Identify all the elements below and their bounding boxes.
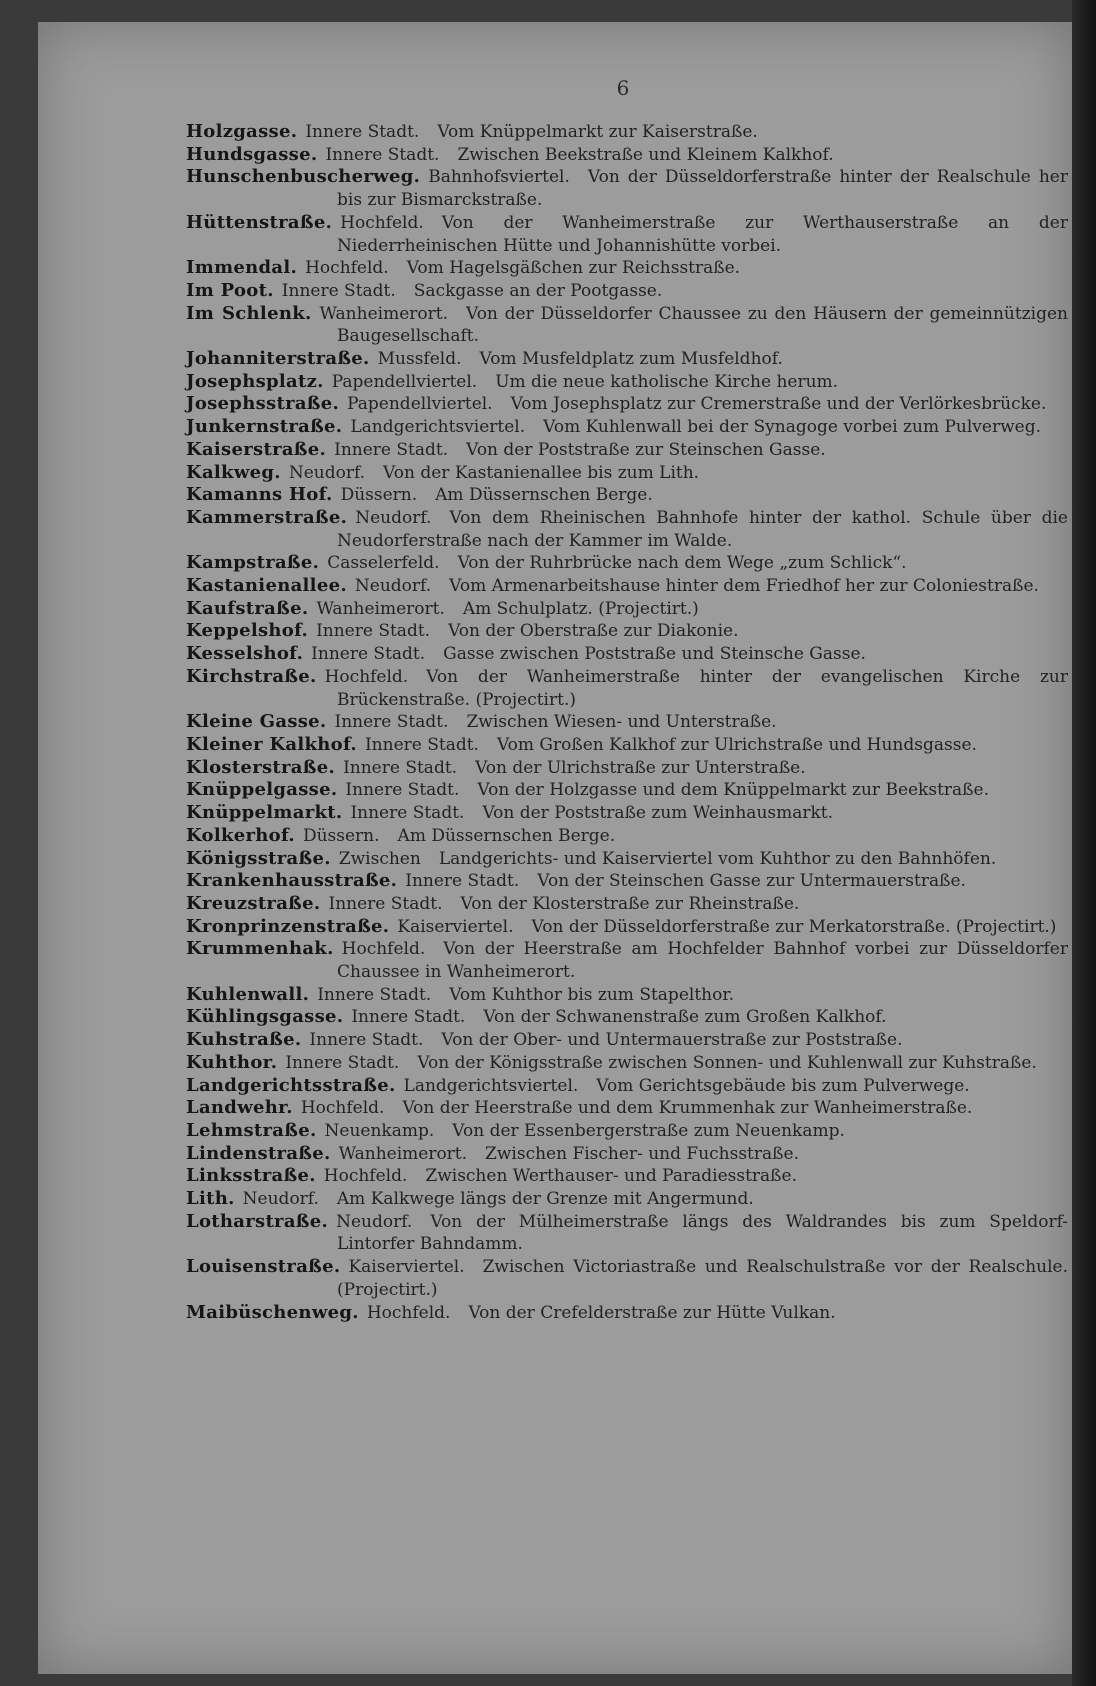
street-entry [186, 984, 1068, 1007]
street-description: Von der Ruhrbrücke nach dem Wege „zum Schlick“. [457, 553, 907, 574]
street-name: Kaufstraße. [186, 597, 309, 619]
street-description: Vom Kuhthor bis zum Stapelthor. [449, 984, 734, 1005]
street-district: Neudorf. [354, 576, 432, 597]
street-name: Kleiner Kalkhof. [186, 733, 357, 755]
street-name: Kuhthor. [186, 1051, 278, 1073]
street-entry [186, 666, 1068, 711]
street-entry [186, 1211, 1068, 1256]
street-entry [186, 802, 1068, 825]
street-district: Innere Stadt. [328, 893, 443, 914]
street-entry [186, 938, 1068, 983]
street-district: Wanheimerort. [319, 303, 448, 324]
street-district: Neudorf. [355, 507, 432, 528]
street-name: Lindenstraße. [186, 1142, 331, 1164]
street-district: Innere Stadt. [316, 621, 431, 642]
street-description: Zwischen Victoriastraße und Realschulstraße vor der Realschule. (Projectirt.) [337, 1257, 1068, 1300]
street-description: Vom Hagelsgäßchen zur Reichsstraße. [406, 258, 741, 279]
street-entry [186, 507, 1068, 552]
street-entry [186, 484, 1068, 507]
street-name: Klosterstraße. [186, 756, 336, 778]
street-district: Innere Stadt. [317, 984, 432, 1005]
street-directory-list [186, 121, 1068, 1324]
street-district: Bahnhofsviertel. [428, 167, 570, 188]
street-name: Holzgasse. [186, 121, 298, 142]
street-description: Von der Oberstraße zur Diakonie. [448, 621, 739, 642]
street-district: Innere Stadt. [334, 712, 449, 733]
street-description: Von der Kastanienallee bis zum Lith. [383, 462, 700, 483]
street-district: Innere Stadt. [281, 280, 396, 301]
street-entry [186, 916, 1068, 939]
street-district: Innere Stadt. [309, 1030, 424, 1051]
street-name: Knüppelmarkt. [186, 802, 343, 824]
street-entry [186, 552, 1068, 575]
street-description: Vom Josephsplatz zur Cremerstraße und der Verlörkesbrücke. [510, 394, 1047, 415]
street-district: Hochfeld. [340, 212, 424, 233]
street-name: Landwehr. [186, 1097, 293, 1119]
street-description: Von der Mülheimerstraße längs des Waldrandes bis zum Speldorf-Lintorfer Bahndamm. [337, 1211, 1068, 1255]
street-description: Von der Düsseldorfer Chaussee zu den Häusern der gemeinnützigen Baugesellschaft. [337, 303, 1068, 347]
street-district: Innere Stadt. [334, 439, 449, 460]
street-district: Zwischen [338, 848, 421, 869]
street-description: Von der Ober- und Untermauerstraße zur Poststraße. [441, 1030, 903, 1051]
street-name: Im Schlenk. [186, 302, 312, 324]
street-entry [186, 280, 1068, 303]
street-district: Kaiserviertel. [397, 916, 514, 937]
street-entry [186, 1097, 1068, 1120]
street-entry [186, 212, 1068, 257]
street-district: Hochfeld. [366, 1302, 451, 1323]
street-name: Kampstraße. [186, 552, 320, 574]
street-description: Von der Poststraße zum Weinhausmarkt. [482, 803, 834, 824]
street-name: Hunschenbuscherweg. [186, 166, 421, 188]
street-description: Vom Kuhlenwall bei der Synagoge vorbei zum Pulverweg. [543, 417, 1041, 438]
street-description: Um die neue katholische Kirche herum. [495, 371, 839, 392]
street-entry [186, 893, 1068, 916]
street-entry [186, 1165, 1068, 1188]
street-entry [186, 575, 1068, 598]
street-name: Maibüschenweg. [186, 1301, 359, 1323]
street-description: Gasse zwischen Poststraße und Steinsche Gasse. [443, 644, 866, 665]
street-name: Kamanns Hof. [186, 484, 333, 506]
street-name: Kammerstraße. [186, 506, 348, 528]
street-entry [186, 1006, 1068, 1029]
street-description: Von der Steinschen Gasse zur Untermauerstraße. [537, 871, 966, 892]
street-name: Kronprinzenstraße. [186, 915, 390, 937]
street-description: Von der Crefelderstraße zur Hütte Vulkan. [468, 1302, 836, 1323]
street-district: Papendellviertel. [331, 371, 478, 392]
street-district: Hochfeld. [324, 666, 409, 687]
street-entry [186, 371, 1068, 394]
street-name: Kleine Gasse. [186, 711, 327, 733]
street-description: Zwischen Beekstraße und Kleinem Kalkhof. [457, 144, 834, 165]
street-name: Linksstraße. [186, 1165, 316, 1187]
street-name: Hüttenstraße. [186, 211, 333, 233]
street-district: Düssern. [302, 825, 380, 846]
street-entry [186, 711, 1068, 734]
street-district: Neudorf. [242, 1189, 319, 1210]
street-name: Lehmstraße. [186, 1119, 317, 1141]
street-district: Innere Stadt. [285, 1052, 400, 1073]
street-description: Vom Armenarbeitshause hinter dem Friedhof her zur Coloniestraße. [449, 576, 1039, 597]
street-description: Am Kalkwege längs der Grenze mit Angermund. [336, 1189, 754, 1210]
street-entry [186, 1029, 1068, 1052]
street-district: Innere Stadt. [364, 734, 479, 755]
street-entry [186, 779, 1068, 802]
street-entry [186, 348, 1068, 371]
street-name: Louisenstraße. [186, 1256, 341, 1278]
street-district: Innere Stadt. [350, 803, 465, 824]
street-description: Am Schulplatz. (Projectirt.) [462, 598, 699, 619]
street-description: Vom Musfeldplatz zum Musfeldhof. [479, 349, 783, 370]
street-description: Von der Wanheimerstraße zur Werthauserstraße an der Niederrheinischen Hütte und Johannishütte vorbei. [337, 212, 1068, 256]
street-description: Von der Wanheimerstraße hinter der evangelischen Kirche zur Brückenstraße. (Projectirt.) [337, 666, 1068, 710]
street-name: Kastanienallee. [186, 575, 347, 597]
street-district: Hochfeld. [341, 939, 426, 960]
street-description: Am Düssernschen Berge. [397, 825, 616, 846]
street-district: Landgerichtsviertel. [403, 1075, 579, 1096]
street-description: Von dem Rheinischen Bahnhofe hinter der kathol. Schule über die Neudorferstraße nach der Kammer im Walde. [337, 507, 1068, 551]
street-district: Wanheimerort. [338, 1143, 468, 1164]
page-edge-shadow [1072, 0, 1096, 1686]
street-name: Kuhlenwall. [186, 983, 310, 1005]
street-entry [186, 1120, 1068, 1143]
street-entry [186, 439, 1068, 462]
street-district: Neudorf. [288, 462, 366, 483]
street-name: Josephsplatz. [186, 370, 324, 392]
street-description: Von der Poststraße zur Steinschen Gasse. [466, 439, 826, 460]
street-entry [186, 1256, 1068, 1301]
street-name: Josephsstraße. [186, 393, 340, 415]
street-description: Von der Königsstraße zwischen Sonnen- und Kuhlenwall zur Kuhstraße. [417, 1052, 1037, 1073]
street-name: Keppelshof. [186, 620, 309, 642]
street-district: Innere Stadt. [345, 780, 460, 801]
street-description: Von der Heerstraße und dem Krummenhak zur Wanheimerstraße. [402, 1098, 973, 1119]
street-district: Wanheimerort. [316, 598, 445, 619]
street-district: Innere Stadt. [351, 1007, 466, 1028]
street-name: Immendal. [186, 257, 298, 279]
street-description: Vom Gerichtsgebäude bis zum Pulverwege. [596, 1075, 970, 1096]
street-entry [186, 620, 1068, 643]
street-description: Von der Heerstraße am Hochfelder Bahnhof vorbei zur Düsseldorfer Chaussee in Wanheimerort. [337, 939, 1068, 983]
street-district: Landgerichtsviertel. [350, 417, 526, 438]
street-name: Im Poot. [186, 279, 274, 301]
street-name: Krankenhausstraße. [186, 870, 398, 892]
street-description: Von der Klosterstraße zur Rheinstraße. [460, 893, 800, 914]
street-description: Sackgasse an der Pootgasse. [413, 280, 663, 301]
page-number: 6 [616, 76, 630, 100]
street-description: Zwischen Wiesen- und Unterstraße. [466, 712, 777, 733]
street-description: Von der Schwanenstraße zum Großen Kalkhof. [483, 1007, 887, 1028]
street-name: Hundsgasse. [186, 143, 318, 165]
street-description: Von der Essenbergerstraße zum Neuenkamp. [452, 1120, 845, 1141]
street-description: Von der Düsseldorferstraße hinter der Realschule her bis zur Bismarckstraße. [337, 167, 1068, 211]
street-entry [186, 121, 1068, 144]
street-district: Innere Stadt. [343, 757, 458, 778]
street-district: Kaiserviertel. [348, 1257, 465, 1278]
street-name: Krummenhak. [186, 938, 334, 960]
street-name: Knüppelgasse. [186, 779, 338, 801]
street-entry [186, 462, 1068, 485]
street-description: Zwischen Werthauser- und Paradiesstraße. [425, 1166, 797, 1187]
street-entry [186, 416, 1068, 439]
street-entry [186, 166, 1068, 211]
street-district: Papendellviertel. [347, 394, 493, 415]
street-entry [186, 1075, 1068, 1098]
street-entry [186, 257, 1068, 280]
street-name: Kalkweg. [186, 461, 281, 483]
street-description: Von der Ulrichstraße zur Unterstraße. [475, 757, 806, 778]
street-district: Innere Stadt. [325, 144, 440, 165]
street-name: Landgerichtsstraße. [186, 1074, 396, 1096]
street-entry [186, 848, 1068, 871]
street-entry [186, 757, 1068, 780]
street-entry [186, 598, 1068, 621]
street-entry [186, 870, 1068, 893]
street-name: Kolkerhof. [186, 824, 295, 846]
street-name: Lith. [186, 1188, 235, 1210]
street-name: Kühlingsgasse. [186, 1006, 344, 1028]
street-entry [186, 303, 1068, 348]
street-description: Am Düssernschen Berge. [435, 485, 653, 506]
street-district: Innere Stadt. [311, 644, 426, 665]
street-entry [186, 825, 1068, 848]
street-entry [186, 144, 1068, 167]
street-description: Vom Knüppelmarkt zur Kaiserstraße. [437, 122, 758, 142]
street-name: Kesselshof. [186, 643, 304, 665]
street-entry [186, 1302, 1068, 1325]
street-district: Hochfeld. [300, 1098, 385, 1119]
street-name: Königsstraße. [186, 847, 331, 869]
street-district: Innere Stadt. [405, 871, 520, 892]
street-name: Kirchstraße. [186, 665, 317, 687]
street-district: Innere Stadt. [305, 122, 420, 142]
street-entry [186, 643, 1068, 666]
street-entry [186, 1143, 1068, 1166]
street-district: Hochfeld. [305, 258, 389, 279]
street-name: Lotharstraße. [186, 1210, 329, 1232]
street-district: Neudorf. [336, 1211, 413, 1232]
street-description: Zwischen Fischer- und Fuchsstraße. [485, 1143, 799, 1164]
street-entry [186, 1188, 1068, 1211]
street-district: Mussfeld. [377, 349, 462, 370]
street-description: Von der Düsseldorferstraße zur Merkatorstraße. (Projectirt.) [531, 916, 1057, 937]
street-entry [186, 734, 1068, 757]
street-name: Junkernstraße. [186, 416, 343, 438]
street-description: Landgerichts- und Kaiserviertel vom Kuhthor zu den Bahnhöfen. [438, 848, 997, 869]
street-district: Neuenkamp. [324, 1120, 435, 1141]
street-description: Vom Großen Kalkhof zur Ulrichstraße und Hundsgasse. [496, 734, 977, 755]
street-name: Kuhstraße. [186, 1029, 302, 1051]
street-entry [186, 1052, 1068, 1075]
street-district: Casselerfeld. [327, 553, 440, 574]
street-district: Düssern. [340, 485, 418, 506]
street-name: Kreuzstraße. [186, 892, 321, 914]
street-name: Kaiserstraße. [186, 438, 327, 460]
street-description: Von der Holzgasse und dem Knüppelmarkt zur Beekstraße. [477, 780, 989, 801]
street-name: Johanniterstraße. [186, 348, 370, 370]
street-district: Hochfeld. [323, 1166, 408, 1187]
street-entry [186, 393, 1068, 416]
